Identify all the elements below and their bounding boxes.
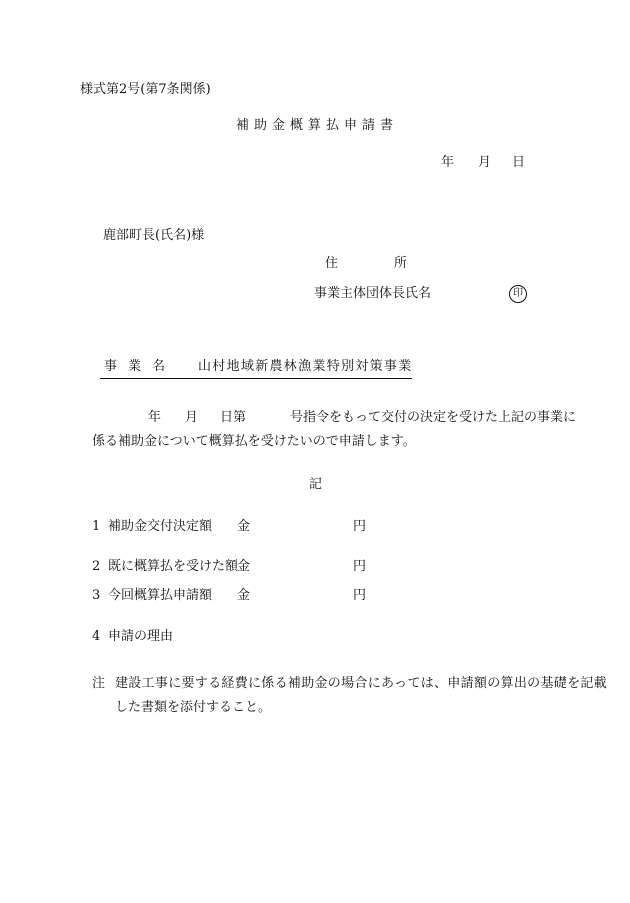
body-year: 年 xyxy=(148,410,162,425)
item-3-currency: 金 xyxy=(237,588,251,603)
body-month: 月 xyxy=(185,410,199,425)
project-row xyxy=(104,359,413,378)
body-line1-rest: 号指令をもって交付の決定を受けた上記の事業に xyxy=(290,410,577,425)
body-line2: 係る補助金について概算払を受けたいので申請します。 xyxy=(92,434,416,449)
item-2-label: 既に概算払を受けた額 xyxy=(108,559,239,574)
note-label: 注 xyxy=(92,676,106,691)
project-label-2: 業 xyxy=(128,359,142,374)
address-label-2: 所 xyxy=(394,256,408,271)
item-2-unit: 円 xyxy=(353,559,367,574)
item-3-label: 今回概算払申請額 xyxy=(108,588,213,603)
item-1-unit: 円 xyxy=(353,519,367,534)
project-underline xyxy=(100,378,412,379)
ki-heading: 記 xyxy=(309,477,323,492)
item-1-label: 補助金交付決定額 xyxy=(108,519,213,534)
project-label-3: 名 xyxy=(152,359,166,374)
project-label-1: 事 xyxy=(104,359,118,374)
body-day-no: 日第 xyxy=(220,410,247,425)
date-year-label: 年 xyxy=(441,155,455,170)
item-3-number: 3 xyxy=(92,588,101,603)
item-4-label: 申請の理由 xyxy=(108,629,174,644)
date-month-label: 月 xyxy=(478,155,492,170)
form-number: 様式第2号(第7条関係) xyxy=(80,82,211,97)
date-day-label: 日 xyxy=(512,155,526,170)
item-1-number: 1 xyxy=(92,519,101,534)
item-4-number: 4 xyxy=(92,629,101,644)
item-3-unit: 円 xyxy=(353,588,367,603)
address-label-1: 住 xyxy=(325,256,339,271)
note-line1: 建設工事に要する経費に係る補助金の場合にあっては、申請額の算出の基礎を記載 xyxy=(115,676,607,691)
item-2-currency: 金 xyxy=(237,559,251,574)
item-2-number: 2 xyxy=(92,559,101,574)
document-title: 補助金概算払申請書 xyxy=(236,118,399,133)
addressee: 鹿部町長(氏名)様 xyxy=(103,228,205,243)
applicant-name-label: 事業主体団体長氏名 xyxy=(314,286,432,301)
note-line2: した書類を添付すること。 xyxy=(115,700,272,715)
seal-mark: 印 xyxy=(509,285,527,303)
project-name: 山村地域新農林漁業特別対策事業 xyxy=(198,359,413,374)
item-1-currency: 金 xyxy=(237,519,251,534)
